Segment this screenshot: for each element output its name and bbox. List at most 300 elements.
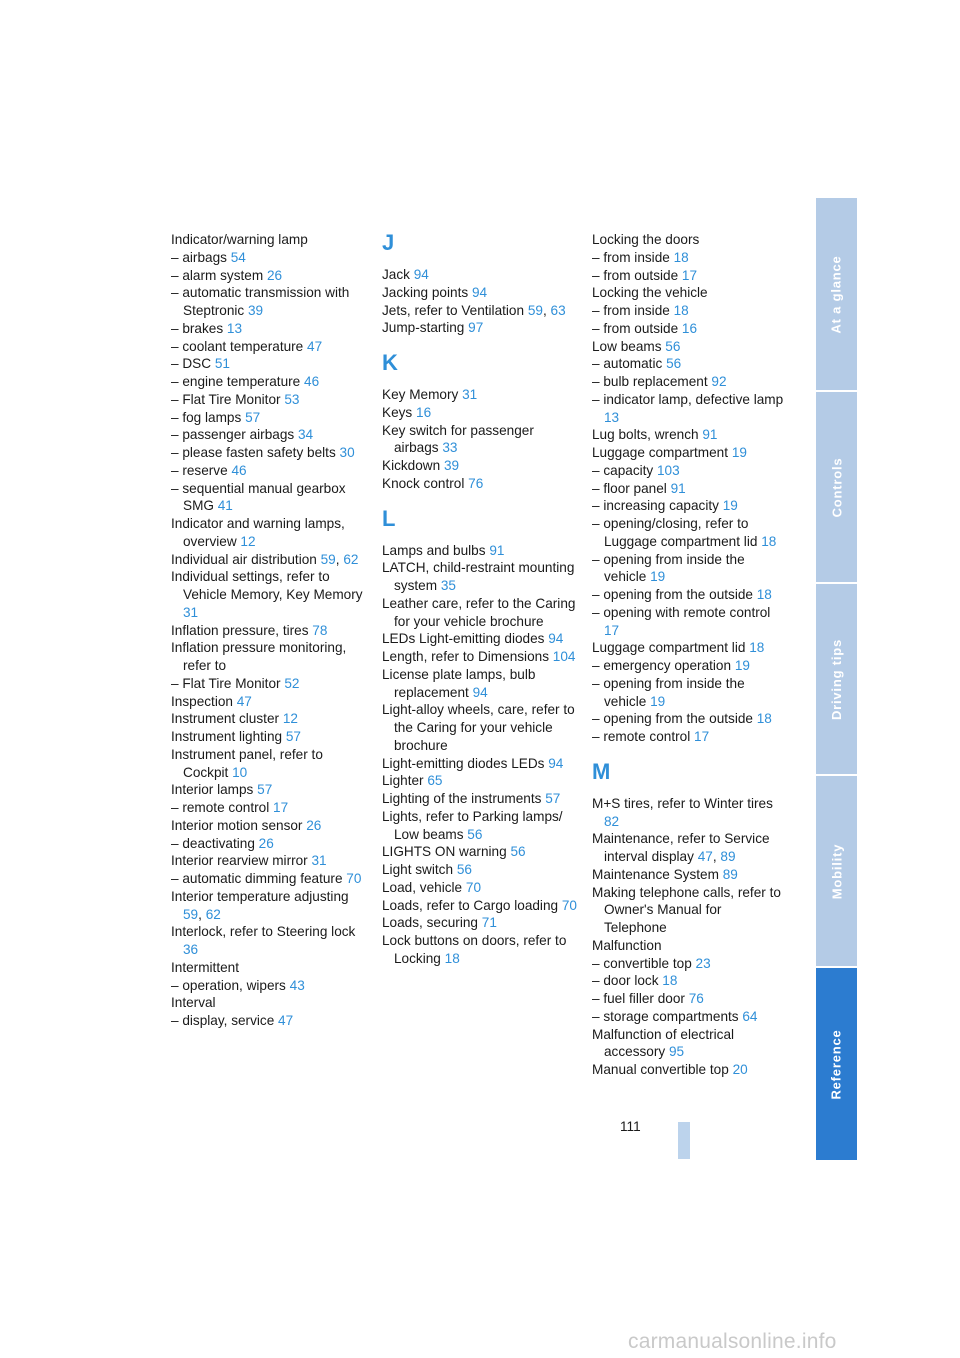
index-entry-text: Malfunction of electrical accessory	[592, 1026, 735, 1060]
index-entry	[171, 284, 371, 320]
page-reference-link[interactable]: 76	[468, 475, 484, 491]
index-entry	[592, 657, 787, 675]
index-entry-text: – engine temperature	[171, 374, 301, 389]
index-entry-text: Interior lamps	[171, 782, 254, 798]
page-reference-link[interactable]: 19	[731, 445, 747, 460]
index-entry	[171, 835, 371, 853]
page-reference-link[interactable]: 12	[282, 711, 298, 727]
page-reference-link[interactable]: 97	[468, 320, 484, 336]
index-entry	[592, 955, 787, 973]
index-entry	[592, 937, 787, 955]
page-reference-link[interactable]: 91	[670, 480, 686, 496]
index-entry-text: Locking the vehicle	[592, 285, 708, 301]
index-entry-text: M+S tires, refer to Winter tires	[592, 795, 773, 811]
index-entry-text: Lock buttons on doors, refer to Locking	[382, 933, 567, 966]
page-reference-link[interactable]: 10	[232, 764, 248, 780]
index-column-3	[592, 231, 787, 1079]
page-reference-link[interactable]: 26	[266, 267, 283, 283]
page-reference-link[interactable]: 57	[545, 791, 561, 806]
index-entry	[171, 568, 371, 621]
index-entry	[382, 457, 582, 475]
page-reference-link[interactable]: 18	[756, 587, 772, 602]
page-reference-link[interactable]: 52	[284, 675, 300, 691]
index-entry	[171, 426, 371, 444]
page-reference-link[interactable]: 19	[734, 658, 750, 673]
chapter-tab-at-a-glance[interactable]: At a glance	[829, 254, 844, 334]
index-entry	[382, 932, 582, 968]
page-reference-link[interactable]: 63	[550, 302, 566, 318]
index-entry-text: Inspection	[171, 693, 233, 709]
page-reference-link[interactable]: 56	[456, 862, 472, 877]
index-entry	[382, 630, 582, 648]
index-entry-text: – Flat Tire Monitor	[171, 391, 281, 407]
index-entry	[171, 799, 371, 817]
index-entry	[171, 622, 371, 640]
index-entry-text: – automatic dimming feature	[171, 871, 343, 886]
index-entry	[592, 795, 787, 831]
index-entry: Jets, refer to Ventilation 59, 63	[382, 302, 566, 318]
index-entry-text: – passenger airbags	[171, 427, 295, 443]
page-reference-link[interactable]: 13	[226, 320, 243, 336]
index-entry-text: Maintenance System	[592, 866, 719, 882]
page-reference-link[interactable]: 17	[694, 729, 710, 744]
page-reference-link[interactable]: 53	[284, 391, 300, 407]
index-entry	[592, 604, 787, 640]
index-entry-text: Inflation pressure, tires	[171, 622, 309, 638]
index-entry	[171, 959, 371, 977]
page-reference-link[interactable]: 46	[231, 462, 247, 478]
page-reference-link[interactable]: 70	[561, 897, 577, 913]
index-entry	[382, 422, 582, 458]
index-entry	[592, 480, 787, 498]
index-entry-text: Jack	[382, 267, 410, 282]
page-reference-link[interactable]: 94	[472, 684, 488, 700]
index-entry-text: – from outside	[592, 320, 679, 336]
page-reference-link[interactable]: 57	[257, 782, 273, 798]
page-reference-link[interactable]: 89	[722, 866, 738, 882]
page-reference-link[interactable]: 30	[339, 445, 355, 460]
index-entry-text: Interval	[171, 995, 216, 1011]
index-entry	[171, 355, 371, 373]
index-entry-text: Lighting of the instruments	[382, 791, 542, 806]
page-reference-link[interactable]: 31	[183, 604, 199, 620]
index-entry-text: – from outside	[592, 267, 679, 283]
index-entry	[592, 866, 787, 884]
index-entry	[382, 790, 582, 808]
page-reference-link[interactable]: 89	[720, 849, 736, 864]
index-letter-heading: J	[382, 230, 395, 255]
index-entry-text: – reserve	[171, 462, 228, 478]
page-reference-link[interactable]: 13	[604, 409, 620, 425]
page-reference-link[interactable]: 47	[278, 1013, 294, 1028]
page-reference-link[interactable]: 59	[527, 302, 543, 318]
index-entry-text: Lights, refer to Parking lamps/ Low beams	[382, 808, 563, 842]
index-entry-text: Luggage compartment lid	[592, 640, 746, 656]
index-entry	[592, 497, 787, 515]
page-reference-link[interactable]: 78	[312, 622, 328, 638]
index-letter-heading: K	[382, 350, 398, 375]
page-reference-link[interactable]: 91	[702, 427, 718, 443]
page-reference-link[interactable]: 16	[681, 320, 698, 336]
page-reference-link[interactable]: 18	[756, 711, 772, 727]
page-reference-link[interactable]: 20	[732, 1062, 748, 1077]
page-reference-link[interactable]: 82	[604, 813, 620, 829]
index-entry-text: – fog lamps	[171, 409, 242, 425]
index-entry	[592, 972, 787, 990]
index-entry	[171, 817, 371, 835]
index-entry-text: – Flat Tire Monitor	[171, 675, 281, 691]
index-entry	[171, 994, 371, 1012]
index-entry	[592, 373, 787, 391]
index-entry-text: – opening with remote control	[592, 604, 771, 620]
page-reference-link[interactable]: 59	[183, 906, 199, 922]
index-entry	[171, 320, 371, 338]
index-entry-text: Key Memory	[382, 387, 459, 402]
index-entry-text: Interior temperature adjusting	[171, 888, 349, 904]
index-entry-text: License plate lamps, bulb replacement	[382, 666, 536, 700]
index-entry	[171, 852, 371, 870]
index-entry-text: – emergency operation	[592, 658, 732, 673]
index-entry	[592, 990, 787, 1008]
page-reference-link[interactable]: 59	[320, 551, 336, 567]
page-reference-link[interactable]: 16	[416, 404, 432, 420]
index-entry-text: – airbags	[171, 249, 227, 265]
page-reference-link[interactable]: 19	[722, 498, 738, 514]
index-letter-heading: L	[382, 505, 396, 531]
index-entry-text: – floor panel	[592, 480, 667, 496]
page-reference-link[interactable]: 70	[346, 871, 362, 886]
index-entry-text: – opening/closing, refer to Luggage compartment lid	[592, 516, 758, 549]
page-reference-link[interactable]: 31	[462, 387, 478, 402]
page-reference-link[interactable]: 19	[650, 569, 666, 585]
index-entry	[592, 1026, 787, 1062]
index-entry: Interior temperature adjusting 59, 62	[171, 888, 349, 922]
page-reference-link[interactable]: 51	[214, 356, 230, 372]
index-entry	[171, 267, 371, 285]
index-entry	[171, 480, 371, 516]
index-entry	[592, 1008, 787, 1026]
page-reference-link[interactable]: 36	[183, 942, 199, 957]
chapter-tab-driving-tips[interactable]: Driving tips	[816, 582, 857, 774]
index-entry-text: Interior rearview mirror	[171, 853, 308, 869]
index-entry-text: Load, vehicle	[382, 879, 463, 895]
index-entry	[592, 284, 787, 302]
index-entry	[382, 897, 582, 915]
index-entry-text: Interior motion sensor	[171, 817, 303, 833]
page-reference-link[interactable]: 33	[442, 440, 458, 456]
index-entry	[592, 355, 787, 373]
index-entry	[382, 319, 582, 337]
index-entry	[382, 772, 582, 790]
index-entry-text: – remote control	[592, 729, 691, 744]
page-reference-link[interactable]: 62	[205, 906, 221, 922]
page-reference-link[interactable]: 18	[444, 950, 460, 966]
chapter-sidebar	[816, 198, 857, 1160]
page-reference-link[interactable]: 64	[742, 1008, 758, 1024]
index-entry-text: Loads, securing	[382, 915, 478, 931]
page-reference-link[interactable]: 18	[673, 249, 689, 265]
page-reference-link[interactable]: 17	[604, 622, 620, 638]
index-entry	[171, 710, 371, 728]
index-entry	[382, 861, 582, 879]
index-entry	[592, 728, 787, 746]
index-entry-text: – from inside	[592, 249, 670, 265]
index-entry	[592, 1061, 787, 1079]
index-entry-text: – remote control	[171, 800, 270, 815]
watermark: carmanualsonline.info	[628, 1330, 837, 1353]
index-entry-text: Light-alloy wheels, care, refer to the Caring for your vehicle brochure	[382, 702, 575, 753]
index-entry-text: – opening from inside the vehicle	[592, 551, 745, 585]
index-entry-text: Kickdown	[382, 458, 441, 473]
index-entry	[171, 444, 371, 462]
page-reference-link[interactable]: 43	[289, 977, 305, 993]
page-number-marker	[678, 1122, 690, 1159]
index-entry-text: – from inside	[592, 303, 670, 318]
page-reference-link[interactable]: 35	[440, 578, 456, 593]
index-entry	[171, 231, 371, 249]
index-entry	[171, 693, 371, 711]
index-entry-text: Jets, refer to Ventilation	[382, 302, 525, 318]
page-reference-link[interactable]: 41	[217, 498, 233, 514]
index-entry-text: – opening from inside the vehicle	[592, 675, 745, 709]
page-reference-link[interactable]: 26	[306, 817, 322, 833]
index-entry-text: – capacity	[592, 462, 654, 478]
page-reference-link[interactable]: 18	[662, 973, 678, 989]
index-entry	[592, 426, 787, 444]
index-entry-text: – display, service	[171, 1013, 275, 1028]
index-entry-text: Locking the doors	[592, 232, 700, 247]
index-entry-text: Keys	[382, 404, 413, 420]
index-entry-text: Light switch	[382, 862, 454, 877]
index-entry-text: Key switch for passenger airbags	[382, 422, 534, 456]
page-reference-link[interactable]: 70	[465, 879, 482, 895]
index-entry	[382, 595, 582, 631]
index-entry	[171, 462, 371, 480]
index-entry	[171, 746, 371, 782]
index-entry-text: – brakes	[171, 320, 224, 336]
page-reference-link[interactable]: 26	[258, 835, 274, 851]
index-entry-text: – automatic	[592, 356, 663, 372]
index-entry-text: – storage compartments	[592, 1008, 739, 1024]
page-reference-link[interactable]: 23	[695, 955, 711, 971]
index-entry	[171, 639, 371, 675]
index-entry-text: Malfunction	[592, 937, 662, 953]
index-column-2	[382, 231, 582, 968]
index-entry	[592, 586, 787, 604]
index-entry	[171, 870, 371, 888]
index-entry	[171, 1012, 371, 1030]
index-entry-text: Interlock, refer to Steering lock	[171, 924, 356, 940]
chapter-tab-reference[interactable]: Reference	[816, 966, 857, 1160]
index-entry-text: Length, refer to Dimensions	[382, 649, 549, 664]
index-entry	[171, 728, 371, 746]
index-entry-text: Light-emitting diodes LEDs	[382, 755, 545, 771]
index-entry	[171, 249, 371, 267]
page-reference-link[interactable]: 62	[343, 551, 359, 567]
index-entry-text: Indicator/warning lamp	[171, 232, 308, 247]
page-reference-link[interactable]: 18	[761, 533, 777, 549]
index-entry-text: – sequential manual gearbox SMG	[171, 480, 346, 514]
index-entry-text: – fuel filler door	[592, 991, 685, 1006]
index-entry	[382, 404, 582, 422]
index-entry	[592, 884, 787, 937]
index-entry-text: – deactivating	[171, 835, 255, 851]
page-reference-link[interactable]: 17	[681, 267, 698, 283]
index-entry-text: Instrument cluster	[171, 711, 280, 727]
index-entry	[171, 373, 371, 391]
page-reference-link[interactable]: 95	[668, 1044, 685, 1060]
page-reference-link[interactable]: 31	[311, 853, 327, 869]
page-reference-link[interactable]: 103	[657, 462, 680, 478]
index-entry	[592, 675, 787, 711]
index-entry-text: – indicator lamp, defective lamp	[592, 391, 784, 407]
index-entry	[171, 409, 371, 427]
index-entry	[382, 386, 582, 404]
index-entry	[382, 648, 582, 666]
index-entry	[171, 515, 371, 551]
index-entry	[592, 302, 787, 320]
index-entry	[382, 559, 582, 595]
index-entry-text: Intermittent	[171, 959, 239, 975]
page-reference-link[interactable]: 56	[665, 338, 681, 354]
page-reference-link[interactable]: 56	[467, 826, 483, 842]
index-entry-text: – opening from the outside	[592, 711, 753, 727]
page-reference-link[interactable]: 39	[248, 303, 264, 318]
index-entry-text: LATCH, child-restraint mounting system	[382, 560, 575, 593]
index-entry-text: Indicator and warning lamps, overview	[171, 516, 345, 549]
index-entry	[592, 639, 787, 657]
chapter-tab-mobility[interactable]: Mobility	[816, 774, 857, 966]
index-entry-text: Maintenance, refer to Service interval display	[592, 831, 770, 864]
page-reference-link[interactable]: 76	[688, 991, 704, 1006]
page-reference-link[interactable]: 94	[413, 267, 429, 282]
page-reference-link[interactable]: 54	[230, 249, 246, 265]
index-entry	[382, 808, 582, 844]
index-entry-text: – convertible top	[592, 955, 692, 971]
index-entry-text: – operation, wipers	[171, 977, 286, 993]
index-entry	[171, 923, 371, 959]
index-entry: Maintenance, refer to Service interval display 47, 89	[592, 831, 770, 864]
index-entry	[592, 462, 787, 480]
page-reference-link[interactable]: 71	[481, 915, 497, 931]
page-reference-link[interactable]: 94	[548, 631, 564, 647]
page-reference-link[interactable]: 94	[548, 755, 564, 771]
index-entry-text: Lamps and bulbs	[382, 542, 486, 558]
index-entry-text: Jump-starting	[382, 320, 465, 336]
page-reference-link[interactable]: 92	[711, 374, 727, 389]
index-entry	[382, 266, 582, 284]
index-entry	[592, 320, 787, 338]
index-entry	[382, 755, 582, 773]
index-entry-text: Individual settings, refer to Vehicle Memory, Key Memory	[171, 569, 363, 602]
page-reference-link[interactable]: 56	[510, 844, 526, 860]
index-entry-text: Instrument panel, refer to Cockpit	[171, 746, 323, 780]
page-reference-link[interactable]: 12	[240, 533, 256, 549]
index-entry-text: Making telephone calls, refer to Owner's Manual for Telephone	[592, 884, 781, 935]
index-entry-text: Lighter	[382, 773, 424, 789]
index-entry	[382, 666, 582, 702]
page-reference-link[interactable]: 65	[427, 773, 443, 789]
index-entry-text: – opening from the outside	[592, 587, 753, 602]
page-reference-link[interactable]: 18	[749, 640, 765, 656]
index-entry	[382, 284, 582, 302]
index-entry-text: – DSC	[171, 356, 212, 372]
index-entry-text: Manual convertible top	[592, 1062, 729, 1077]
page-reference-link[interactable]: 104	[552, 649, 576, 664]
page-reference-link[interactable]: 19	[650, 693, 666, 709]
index-entry	[382, 701, 582, 754]
index-entry	[592, 231, 787, 249]
index-entry-text: Loads, refer to Cargo loading	[382, 897, 559, 913]
page-reference-link[interactable]: 57	[285, 729, 301, 744]
page-reference-link[interactable]: 46	[304, 374, 320, 389]
index-entry	[592, 710, 787, 728]
index-entry-text: – please fasten safety belts	[171, 445, 336, 460]
index-entry	[592, 249, 787, 267]
index-entry	[171, 781, 371, 799]
index-entry	[592, 515, 787, 551]
page-reference-link[interactable]: 39	[443, 458, 460, 473]
index-entry	[592, 267, 787, 285]
index-entry	[171, 338, 371, 356]
index-entry: Individual air distribution 59, 62	[171, 551, 359, 567]
index-entry	[171, 675, 371, 693]
index-entry-text: LIGHTS ON warning	[382, 844, 507, 860]
index-entry	[171, 391, 371, 409]
chapter-tab-controls[interactable]: Controls	[816, 390, 857, 582]
index-entry-text: – door lock	[592, 973, 659, 989]
index-entry-text: Individual air distribution	[171, 551, 317, 567]
page-reference-link[interactable]: 18	[673, 303, 689, 318]
page-reference-link[interactable]: 47	[697, 849, 713, 864]
page-reference-link[interactable]: 34	[297, 427, 314, 443]
index-entry	[382, 542, 582, 560]
page-reference-link[interactable]: 56	[666, 356, 682, 372]
index-entry-text: Low beams	[592, 338, 662, 354]
index-entry-text: Instrument lighting	[171, 729, 283, 744]
page-number: 111	[620, 1119, 641, 1134]
index-letter-heading: M	[592, 758, 611, 784]
index-entry	[171, 977, 371, 995]
index-entry	[592, 338, 787, 356]
index-entry-text: Knock control	[382, 475, 465, 491]
page-reference-link[interactable]: 94	[471, 284, 488, 300]
index-entry-text: – bulb replacement	[592, 374, 708, 389]
index-entry	[592, 551, 787, 587]
index-entry-text: – alarm system	[171, 267, 264, 283]
index-entry	[592, 444, 787, 462]
page-reference-link[interactable]: 91	[489, 542, 505, 558]
index-entry-text: Lug bolts, wrench	[592, 427, 699, 443]
index-entry-text: LEDs Light-emitting diodes	[382, 631, 545, 647]
index-entry-text: Jacking points	[382, 284, 469, 300]
index-entry-text: – automatic transmission with Steptronic	[171, 285, 350, 318]
index-entry-text: Leather care, refer to the Caring for your vehicle brochure	[382, 595, 576, 629]
index-entry	[382, 879, 582, 897]
index-column-1	[171, 231, 371, 1030]
page-reference-link[interactable]: 47	[307, 338, 323, 354]
index-entry	[382, 843, 582, 861]
page-reference-link[interactable]: 57	[245, 409, 261, 425]
index-entry	[592, 391, 787, 427]
page-reference-link[interactable]: 17	[273, 800, 289, 815]
index-entry	[382, 475, 582, 493]
page-reference-link[interactable]: 47	[236, 693, 252, 709]
index-entry	[382, 914, 582, 932]
index-entry-text: – increasing capacity	[592, 498, 719, 514]
index-entry-text: – coolant temperature	[171, 338, 304, 354]
index-entry-text: Inflation pressure monitoring, refer to	[171, 640, 347, 673]
